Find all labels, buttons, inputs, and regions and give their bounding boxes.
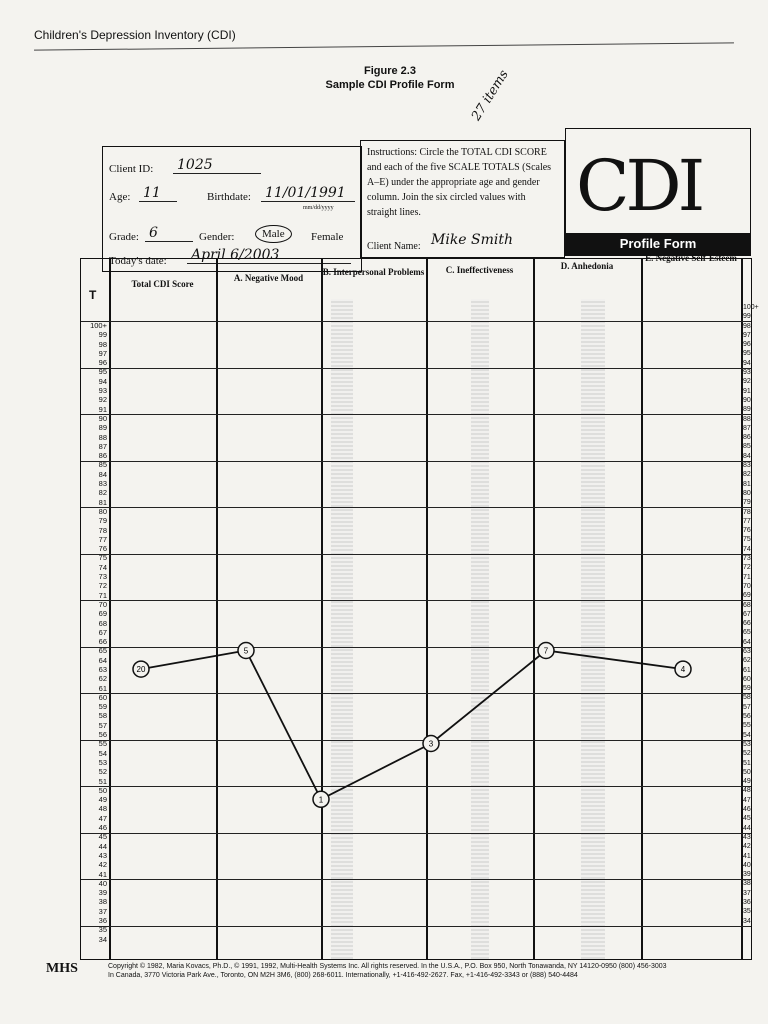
t-score-label: 63 bbox=[743, 647, 751, 655]
t-score-label: 94 bbox=[98, 376, 107, 386]
age-label: Age: bbox=[109, 191, 131, 203]
t-score-label: 64 bbox=[98, 655, 107, 665]
t-score-label: 40 bbox=[743, 861, 751, 869]
t-score-label: 92 bbox=[98, 395, 107, 405]
t-score-label: 100+ bbox=[90, 321, 107, 330]
t-score-label: 34 bbox=[743, 917, 751, 925]
t-score-label: 44 bbox=[743, 824, 751, 832]
date-label: Today's date: bbox=[109, 255, 167, 267]
gender-label: Gender: bbox=[199, 231, 235, 243]
t-score-label: 50 bbox=[743, 768, 751, 776]
t-score-label: 63 bbox=[98, 664, 107, 674]
t-score-label: 37 bbox=[743, 889, 751, 897]
t-score-label: 85 bbox=[743, 443, 751, 451]
t-score-label: 85 bbox=[98, 460, 107, 470]
t-score-label: 88 bbox=[98, 432, 107, 442]
t-score-label: 86 bbox=[98, 451, 107, 461]
t-score-label: 66 bbox=[98, 637, 107, 647]
t-score-label: 51 bbox=[743, 759, 751, 767]
footer-line-2: In Canada, 3770 Victoria Park Ave., Toronto, ON M2H 3M6, (800) 268-6011. Internationally, +1-416-492-2627. Fax, +1-416-492-3343 or (888) 540-4484 bbox=[108, 972, 578, 979]
t-score-label: 79 bbox=[98, 516, 107, 526]
t-score-label: 91 bbox=[98, 404, 107, 414]
t-score-label: 46 bbox=[743, 806, 751, 814]
t-score-label: 83 bbox=[98, 479, 107, 489]
t-score-label: 89 bbox=[98, 423, 107, 433]
t-score-label: 52 bbox=[743, 750, 751, 758]
t-score-label: 69 bbox=[98, 609, 107, 619]
t-score-label: 36 bbox=[98, 916, 107, 925]
client-id-label: Client ID: bbox=[109, 163, 154, 175]
section-title-e: E. Negative Self-Esteem bbox=[645, 253, 737, 263]
t-score-label: 90 bbox=[743, 396, 751, 404]
t-score-label: 46 bbox=[98, 823, 107, 833]
t-score-label: 96 bbox=[743, 341, 751, 349]
t-score-label: 39 bbox=[98, 888, 107, 898]
t-score-label: 87 bbox=[98, 441, 107, 451]
t-score-label: 71 bbox=[743, 573, 751, 581]
t-score-label: 76 bbox=[743, 527, 751, 535]
grade-label: Grade: bbox=[109, 231, 139, 243]
t-score-label: 96 bbox=[98, 358, 107, 368]
profile-point-label: 7 bbox=[543, 646, 549, 656]
t-score-label: 99 bbox=[98, 330, 107, 340]
instructions-box bbox=[360, 140, 565, 258]
t-score-label: 78 bbox=[98, 525, 107, 535]
profile-line-chart bbox=[81, 259, 759, 959]
t-score-label: 68 bbox=[743, 601, 751, 609]
t-score-label: 56 bbox=[743, 713, 751, 721]
t-score-label: 57 bbox=[98, 720, 107, 730]
profile-point-label: 3 bbox=[428, 739, 434, 749]
t-score-label: 65 bbox=[743, 629, 751, 637]
t-score-label: 69 bbox=[743, 592, 751, 600]
t-score-label: 60 bbox=[743, 675, 751, 683]
t-score-label: 43 bbox=[743, 833, 751, 841]
t-score-label: 80 bbox=[743, 489, 751, 497]
t-score-label: 71 bbox=[98, 590, 107, 600]
t-score-label: 36 bbox=[743, 899, 751, 906]
t-score-label: 79 bbox=[743, 499, 751, 507]
t-score-label: 99 bbox=[743, 313, 751, 321]
t-score-label: 42 bbox=[743, 843, 751, 851]
t-score-label: 45 bbox=[743, 815, 751, 823]
t-score-label: 68 bbox=[98, 618, 107, 628]
t-score-label: 60 bbox=[98, 692, 107, 702]
t-score-label: 49 bbox=[743, 778, 751, 786]
t-score-label: 67 bbox=[743, 610, 751, 618]
t-score-label: 82 bbox=[743, 471, 751, 479]
section-title-c: C. Ineffectiveness bbox=[445, 265, 514, 275]
t-score-label: 34 bbox=[98, 934, 107, 944]
t-score-label: 35 bbox=[98, 925, 107, 935]
figure-number: Figure 2.3 bbox=[364, 65, 416, 77]
profile-point-label: 20 bbox=[136, 665, 146, 675]
t-score-label: 80 bbox=[98, 506, 107, 516]
t-score-label: 97 bbox=[98, 348, 107, 358]
profile-form-bar: Profile Form bbox=[566, 233, 750, 255]
t-score-label: 73 bbox=[98, 572, 107, 582]
t-score-label: 59 bbox=[98, 702, 107, 712]
t-score-label: 58 bbox=[98, 711, 107, 721]
profile-point-label: 4 bbox=[680, 665, 686, 675]
t-score-label: 54 bbox=[98, 748, 107, 758]
t-score-label: 90 bbox=[98, 413, 107, 423]
t-score-label: 37 bbox=[98, 906, 107, 916]
t-score-label: 74 bbox=[98, 562, 107, 572]
figure-caption bbox=[300, 64, 480, 92]
t-score-label: 91 bbox=[743, 387, 751, 395]
t-score-label: 98 bbox=[98, 339, 107, 349]
t-score-label: 66 bbox=[743, 620, 751, 628]
t-score-label: 35 bbox=[743, 908, 751, 916]
handwritten-note: 27 items bbox=[468, 67, 512, 124]
t-score-label: 39 bbox=[743, 871, 751, 879]
t-score-label: 84 bbox=[98, 469, 107, 479]
t-score-label: 54 bbox=[743, 731, 751, 739]
t-score-label: 61 bbox=[98, 683, 107, 693]
date-value: April 6/2003 bbox=[187, 247, 351, 264]
section-title-a: A. Negative Mood bbox=[233, 273, 304, 283]
section-title-d: D. Anhedonia bbox=[560, 261, 614, 271]
grade-value: 6 bbox=[145, 225, 193, 242]
logo-text: CDI bbox=[576, 145, 702, 227]
t-score-label: 93 bbox=[98, 386, 107, 396]
t-score-label: 72 bbox=[743, 564, 751, 572]
t-score-label: 87 bbox=[743, 424, 751, 432]
t-score-label: 50 bbox=[98, 785, 107, 795]
t-score-label: 62 bbox=[98, 674, 107, 684]
footer-line-1: Copyright © 1982, Maria Kovacs, Ph.D., © 1991, 1992, Multi-Health Systems Inc. All rights reserved. In the U.S.A., P.O. Box 950, North Tonawanda, NY 14120-0950 (800) 456-3003 bbox=[108, 963, 667, 970]
t-score-label: 47 bbox=[98, 813, 107, 823]
t-score-label: 38 bbox=[98, 897, 107, 907]
gender-female: Female bbox=[311, 231, 344, 243]
t-score-label: 67 bbox=[98, 627, 107, 637]
t-score-label: 41 bbox=[743, 852, 751, 860]
t-score-label: 77 bbox=[98, 534, 107, 544]
t-score-label: 82 bbox=[98, 488, 107, 498]
t-score-label: 95 bbox=[743, 350, 751, 358]
t-score-label: 40 bbox=[98, 878, 107, 888]
profile-point-label: 5 bbox=[243, 646, 249, 656]
t-score-label: 56 bbox=[98, 730, 107, 740]
t-score-label: 77 bbox=[743, 517, 751, 525]
client-name-value: Mike Smith bbox=[431, 232, 514, 248]
t-score-label: 64 bbox=[743, 638, 751, 646]
running-head: Children's Depression Inventory (CDI) bbox=[34, 28, 236, 42]
profile-point-label: 1 bbox=[318, 795, 324, 805]
t-score-label: 95 bbox=[98, 367, 107, 377]
section-title-b: B. Interpersonal Problems bbox=[322, 267, 425, 277]
t-score-label: 84 bbox=[743, 452, 751, 460]
t-score-label: 49 bbox=[98, 795, 107, 805]
client-name-label: Client Name: bbox=[367, 241, 421, 252]
t-score-label: 100+ bbox=[743, 304, 759, 311]
t-score-label: 70 bbox=[743, 582, 751, 590]
birthdate-value: 11/01/1991 bbox=[261, 185, 355, 202]
t-score-label: 93 bbox=[743, 369, 751, 377]
t-score-label: 55 bbox=[743, 722, 751, 730]
header-rule bbox=[34, 42, 734, 50]
t-score-label: 81 bbox=[743, 480, 751, 488]
t-score-label: 76 bbox=[98, 544, 107, 554]
t-score-label: 98 bbox=[743, 322, 751, 330]
t-score-label: 57 bbox=[743, 703, 751, 711]
profile-line bbox=[141, 651, 683, 800]
instructions-text: Instructions: Circle the TOTAL CDI SCORE and each of the five SCALE TOTALS (Scales A–E) under the appropriate age and gender column. Join the six circled values with straight lines. bbox=[367, 147, 552, 218]
t-score-label: 75 bbox=[98, 553, 107, 563]
t-score-label: 70 bbox=[98, 599, 107, 609]
section-title-total: Total CDI Score bbox=[131, 279, 194, 289]
t-score-label: 59 bbox=[743, 685, 751, 693]
t-score-label: 62 bbox=[743, 657, 751, 665]
t-score-label: 41 bbox=[98, 869, 107, 879]
t-score-label: 92 bbox=[743, 378, 751, 386]
t-score-label: 65 bbox=[98, 646, 107, 656]
t-score-label: 42 bbox=[98, 860, 107, 870]
t-score-label: 97 bbox=[743, 331, 751, 339]
t-score-label: 78 bbox=[743, 508, 751, 516]
birthdate-label: Birthdate: bbox=[207, 191, 251, 203]
t-score-label: 86 bbox=[743, 434, 751, 442]
client-id-value: 1025 bbox=[173, 157, 261, 174]
age-value: 11 bbox=[139, 185, 177, 202]
cdi-logo bbox=[565, 128, 751, 256]
t-score-label: 52 bbox=[98, 767, 107, 777]
t-score-label: 53 bbox=[743, 740, 751, 748]
t-score-label: 53 bbox=[98, 757, 107, 767]
client-info-box bbox=[102, 146, 362, 272]
figure-title: Sample CDI Profile Form bbox=[325, 79, 455, 91]
t-score-label: 38 bbox=[743, 880, 751, 888]
t-score-label: 89 bbox=[743, 406, 751, 414]
birthdate-format: mm/dd/yyyy bbox=[303, 205, 334, 211]
t-score-header: T bbox=[89, 288, 97, 302]
t-score-label: 55 bbox=[98, 739, 107, 749]
t-score-label: 61 bbox=[743, 666, 751, 674]
t-score-label: 81 bbox=[98, 497, 107, 507]
t-score-label: 48 bbox=[98, 804, 107, 814]
t-score-label: 48 bbox=[743, 787, 751, 795]
t-score-label: 44 bbox=[98, 841, 107, 851]
t-score-label: 45 bbox=[98, 832, 107, 842]
gender-male-circled: Male bbox=[255, 225, 292, 243]
t-score-label: 75 bbox=[743, 536, 751, 544]
t-score-label: 43 bbox=[98, 850, 107, 860]
mhs-logo: MHS bbox=[46, 961, 78, 976]
t-score-label: 51 bbox=[98, 776, 107, 786]
t-score-label: 73 bbox=[743, 555, 751, 563]
t-score-label: 94 bbox=[743, 359, 751, 367]
t-score-label: 88 bbox=[743, 415, 751, 423]
t-score-label: 83 bbox=[743, 462, 751, 470]
t-score-label: 74 bbox=[743, 545, 751, 553]
t-score-label: 58 bbox=[743, 694, 751, 702]
t-score-label: 47 bbox=[743, 796, 751, 804]
t-score-label: 72 bbox=[98, 581, 107, 591]
